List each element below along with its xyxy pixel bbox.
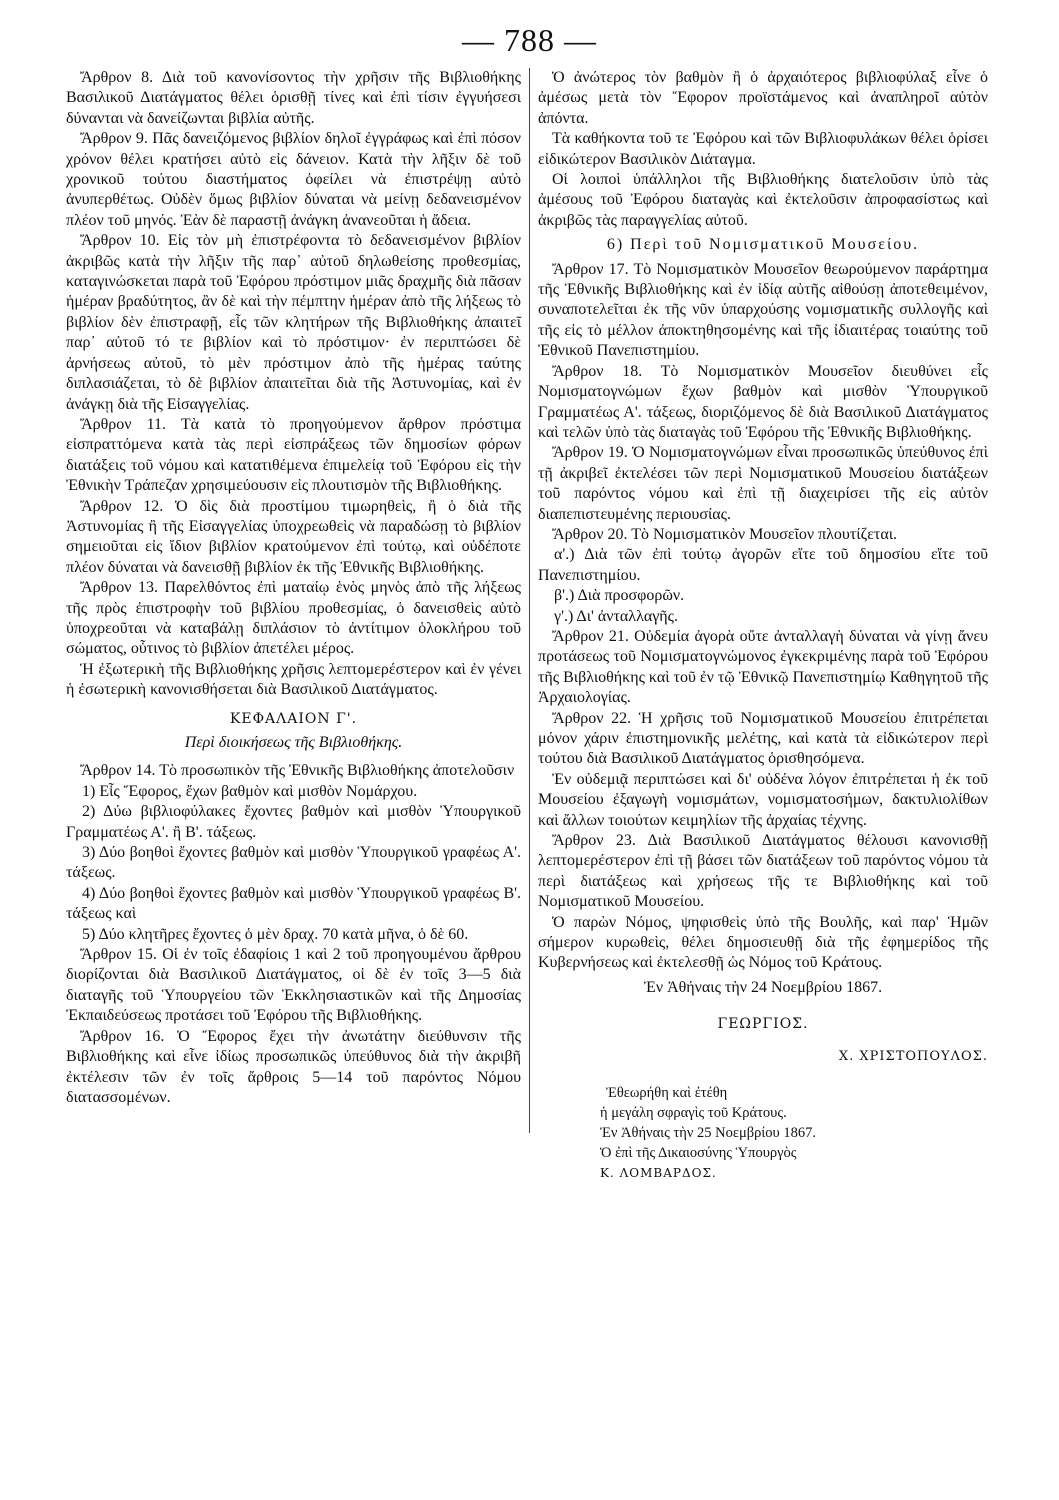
date-line: Ἐν Ἀθήναις τὴν 24 Νοεμβρίου 1867. (643, 978, 883, 996)
paragraph: Τὰ καθήκοντα τοῦ τε Ἐφόρου καὶ τῶν Βιβλιοφυλάκων θέλει ὁρίσει εἰδικώτερον Βασιλικὸν Διάταγμα. (538, 130, 988, 168)
article-10: Ἄρθρον 10. Εἰς τὸν μὴ ἐπιστρέφοντα τὸ δεδανεισμένον βιβλίον ἀκριβῶς κατὰ τὴν λῆξιν τῆς παρ᾽ αὐτοῦ δηλωθείσης προθεσμίας, καταγινώσκεται παρὰ τοῦ Ἐφόρου πρόστιμον μιᾶς δραχμῆς διὰ πᾶσαν ἡμέραν βραδύτητος, ἂν δὲ καὶ τὴν πέμπτην ἡμέραν ἀπὸ τῆς λήξεως τὸ βιβλίον δὲν ἐπιστραφῇ, εἷς τῶν κλητήρων τῆς Βιβλιοθήκης ἀπαιτεῖ παρ᾽ αὐτοῦ τό τε βιβλίον καὶ τὸ πρόστιμον· ἐν περιπτώσει δὲ ἀρνήσεως αὐτοῦ, τὸ μὲν πρόστιμον ἀπὸ τῆς ἡμέρας ταύτης διπλασιάζεται, τὸ δὲ βιβλίον ἀπαιτεῖται διὰ τῆς Ἀστυνομίας, καὶ ἐν ἀνάγκῃ διὰ τῆς Εἰσαγγελίας. (66, 232, 521, 413)
article-12: Ἄρθρον 12. Ὁ δὶς διὰ προστίμου τιμωρηθεὶς, ἢ ὁ διὰ τῆς Ἀστυνομίας ἢ τῆς Εἰσαγγελίας ὑποχρεωθεὶς νὰ παραδώσῃ τὸ βιβλίον σημειοῦται εἰς ἴδιον βιβλίον κρατούμενον ἐπὶ τούτῳ, καὶ οὐδέποτε πλέον δύναται νὰ δανεισθῇ βιβλίον ἐκ τῆς Ἐθνικῆς Βιβλιοθήκης. (66, 497, 521, 576)
staff-item: 3) Δύο βοηθοὶ ἔχοντες βαθμὸν καὶ μισθὸν Ὑπουργικοῦ γραφέως Α'. τάξεως. (66, 844, 521, 882)
article-16: Ἄρθρον 16. Ὁ Ἔφορος ἔχει τὴν ἀνωτάτην διεύθυνσιν τῆς Βιβλιοθήκης καὶ εἶνε ἰδίως προσωπικῶς ὑπεύθυνος διὰ τὴν ἀκριβῆ ἐκτέλεσιν τῶν ἐν τοῖς ἄρθροις 5—14 τοῦ παρόντος Νόμου διατασσομένων. (66, 1027, 521, 1106)
king-signature: ΓΕΩΡΓΙΟΣ. (717, 1016, 809, 1033)
article-13: Ἄρθρον 13. Παρελθόντος ἐπὶ ματαίῳ ἑνὸς μηνὸς ἀπὸ τῆς λήξεως τῆς πρὸς ἐπιστροφὴν τοῦ βιβλίου προθεσμίας, ὁ δανεισθεὶς αὐτὸ ὑποχρεοῦται νὰ καταβάλῃ διπλάσιον τὸ ἀντίτιμον ὁλοκλήρου τοῦ σώματος, οὗτινος τὸ βιβλίον ἀπετέλει μέρος. (66, 579, 521, 658)
enactment-paragraph: Ὁ παρὼν Νόμος, ψηφισθεὶς ὑπὸ τῆς Βουλῆς, καὶ παρ' Ἡμῶν σήμερον κυρωθεὶς, θέλει δημοσιευθῇ διὰ τῆς ἐφημερίδος τῆς Κυβερνήσεως καὶ ἐκτελεσθῇ ὡς Νόμος τοῦ Κράτους. (538, 913, 988, 972)
right-column (538, 68, 988, 1183)
paragraph: Ὁ ἀνώτερος τὸν βαθμὸν ἢ ὁ ἀρχαιότερος βιβλιοφύλαξ εἶνε ὁ ἀμέσως μετὰ τὸν Ἔφορον προϊστάμενος καὶ ἀναπληροῖ αὐτὸν ἀπόντα. (538, 69, 988, 127)
article-15: Ἄρθρον 15. Οἱ ἐν τοῖς ἐδαφίοις 1 καὶ 2 τοῦ προηγουμένου ἄρθρου διορίζονται διὰ Βασιλικοῦ Διατάγματος, οἱ δὲ ἐν τοῖς 3—5 διὰ διαταγῆς τοῦ Ὑπουργείου τῶν Ἐκκλησιαστικῶν καὶ τῆς Δημοσίας Ἐκπαιδεύσεως προτάσει τοῦ Ἐφόρου τῆς Βιβλιοθήκης. (66, 946, 521, 1025)
chapter-subtitle: Περὶ διοικήσεως τῆς Βιβλιοθήκης. (184, 734, 403, 751)
justice-minister-signature: Κ. ΛΟΜΒΑΡΔΟΣ. (600, 1166, 717, 1181)
seal-line: Ἐν Ἀθήναις τὴν 25 Νοεμβρίου 1867. (600, 1125, 816, 1142)
seal-line: Ἐθεωρήθη καὶ ἐτέθη (606, 1085, 728, 1102)
staff-item: 5) Δύο κλητῆρες ἔχοντες ὁ μὲν δραχ. 70 κατὰ μῆνα, ὁ δὲ 60. (82, 925, 469, 943)
article-23: Ἄρθρον 23. Διὰ Βασιλικοῦ Διατάγματος θέλουσι κανονισθῇ λεπτομερέστερον ἐπὶ τῇ βάσει τῶν διατάξεων τοῦ παρόντος νόμου τὰ περὶ διατάξεως καὶ χρήσεως τῆς τε Βιβλιοθήκης καὶ τοῦ Νομισματικοῦ Μουσείου. (538, 832, 988, 911)
article-14: Ἄρθρον 14. Τὸ προσωπικὸν τῆς Ἐθνικῆς Βιβλιοθήκης ἀποτελοῦσιν (80, 762, 515, 780)
article-19: Ἄρθρον 19. Ὁ Νομισματογνώμων εἶναι προσωπικῶς ὑπεύθυνος ἐπὶ τῇ ἀκριβεῖ ἐκτελέσει τῶν περὶ Νομισματικοῦ Μουσείου διατάξεων τοῦ παρόντος νόμου καὶ ἐπὶ τῇ διαχειρίσει τῆς εἰς αὐτὸν διαπεπιστευμένης περιουσίας. (538, 444, 988, 523)
paragraph: Ἐν οὐδεμιᾷ περιπτώσει καὶ δι' οὐδένα λόγον ἐπιτρέπεται ἡ ἐκ τοῦ Μουσείου ἐξαγωγὴ νομισμάτων, νομισματοσήμων, δακτυλιολίθων καὶ ἄλλων τοιούτων κειμηλίων τῆς ἀρχαίας τέχνης. (538, 770, 988, 829)
library-use-paragraph: Ἡ ἐξωτερικὴ τῆς Βιβλιοθήκης χρῆσις λεπτομερέστερον καὶ ἐν γένει ἡ ἐσωτερικὴ κανονισθήσεται διὰ Βασιλικοῦ Διατάγματος. (66, 660, 521, 699)
seal-block (600, 1083, 988, 1183)
article-22: Ἄρθρον 22. Ἡ χρῆσις τοῦ Νομισματικοῦ Μουσείου ἐπιτρέπεται μόνον χάριν ἐπιστημονικῆς μελέτης, καὶ κατὰ τὰ εἰδικώτερον περὶ τούτου διὰ Βασιλικοῦ Διατάγματος ὁρισθησόμενα. (538, 709, 988, 768)
column-divider (529, 68, 530, 1133)
article-21: Ἄρθρον 21. Οὐδεμία ἀγορὰ οὔτε ἀνταλλαγὴ δύναται νὰ γίνῃ ἄνευ προτάσεως τοῦ Νομισματογνώμονος ἐγκεκριμένης παρὰ τοῦ Ἐφόρου τῆς Βιβλιοθήκης καὶ τοῦ ἐν τῷ Ἐθνικῷ Πανεπιστημίῳ Καθηγητοῦ τῆς Ἀρχαιολογίας. (538, 627, 988, 707)
page-number: — 788 — (462, 22, 597, 58)
article-11: Ἄρθρον 11. Τὰ κατὰ τὸ προηγούμενον ἄρθρον πρόστιμα εἰσπραττόμενα κατὰ τὰς περὶ εἰσπράξεως τῶν δημοσίων φόρων διατάξεις τοῦ νόμου καὶ κατατιθέμενα ἐπιμελείᾳ τοῦ Ἐφόρου εἰς τὴν Ἐθνικὴν Τράπεζαν χρησιμεύουσιν εἰς πλουτισμὸν τῆς Βιβλιοθήκης. (66, 415, 521, 495)
seal-line: Ὁ ἐπὶ τῆς Δικαιοσύνης Ὑπουργὸς (600, 1145, 797, 1162)
seal-line: ἡ μεγάλη σφραγὶς τοῦ Κράτους. (600, 1105, 787, 1122)
enrichment-item: α'.) Διὰ τῶν ἐπὶ τούτῳ ἀγορῶν εἴτε τοῦ δημοσίου εἴτε τοῦ Πανεπιστημίου. (538, 546, 988, 584)
article-17: Ἄρθρον 17. Τὸ Νομισματικὸν Μουσεῖον θεωρούμενον παράρτημα τῆς Ἐθνικῆς Βιβλιοθήκης καὶ ἐν ἰδίᾳ αὐτῆς αἰθούσῃ ἀποτεθειμένον, συναποτελεῖται ἐκ τῆς νῦν ὑπαρχούσης νομισματικῆς συλλογῆς καὶ τῆς εἰς τὸ μέλλον ἀποκτηθησομένης καὶ τῆς ἰδιαιτέρας τοιαύτης τοῦ Ἐθνικοῦ Πανεπιστημίου. (538, 260, 988, 360)
paragraph: Οἱ λοιποὶ ὑπάλληλοι τῆς Βιβλιοθήκης διατελοῦσιν ὑπὸ τὰς ἀμέσους τοῦ Ἐφόρου διαταγὰς καὶ ἐκτελοῦσιν ἀπροφασίστως καὶ ἀκριβῶς τὰς παραγγελίας αὐτοῦ. (538, 171, 988, 229)
chapter-title: ΚΕΦΑΛΑΙΟΝ Γ'. (229, 710, 358, 727)
staff-item: 4) Δύο βοηθοὶ ἔχοντες βαθμὸν καὶ μισθὸν Ὑπουργικοῦ γραφέως Β'. τάξεως καὶ (66, 884, 521, 923)
left-column (66, 68, 521, 1108)
enrichment-item: γ'.) Δι' ἀνταλλαγῆς. (554, 607, 678, 625)
minister-signature: Χ. ΧΡΙΣΤΟΠΟΥΛΟΣ. (838, 1048, 988, 1064)
staff-item: 2) Δύω βιβλιοφύλακες ἔχοντες βαθμὸν καὶ μισθὸν Ὑπουργικοῦ Γραμματέως Α'. ἢ Β'. τάξεως. (66, 803, 521, 841)
section-title: 6) Περὶ τοῦ Νομισματικοῦ Μουσείου. (606, 236, 920, 254)
enrichment-item: β'.) Διὰ προσφορῶν. (554, 587, 685, 605)
article-20: Ἄρθρον 20. Τὸ Νομισματικὸν Μουσεῖον πλουτίζεται. (552, 525, 898, 543)
article-18: Ἄρθρον 18. Τὸ Νομισματικὸν Μουσεῖον διευθύνει εἷς Νομισματογνώμων ἔχων βαθμὸν καὶ μισθὸν Ὑπουργικοῦ Γραμματέως Α'. τάξεως, διοριζόμενος δὲ διὰ Βασιλικοῦ Διατάγματος καὶ τελῶν ὑπὸ τὰς διαταγὰς τοῦ Ἐφόρου τῆς Ἐθνικῆς Βιβλιοθήκης. (538, 362, 988, 441)
article-9: Ἄρθρον 9. Πᾶς δανειζόμενος βιβλίον δηλοῖ ἐγγράφως καὶ ἐπὶ πόσον χρόνον θέλει κρατήσει αὐτὸ εἰς δάνειον. Κατὰ τὴν λῆξιν δὲ τοῦ χρονικοῦ τούτου διαστήματος ὀφείλει νὰ ἐπιστρέψῃ αὐτὸ ἀνυπερθέτως. Οὐδὲν ὅμως βιβλίον δύναται νὰ μείνῃ δεδανεισμένον πλέον τοῦ μηνός. Ἐὰν δὲ παραστῇ ἀνάγκη ἀνανεοῦται ἡ ἄδεια. (66, 130, 521, 229)
staff-item: 1) Εἷς Ἔφορος, ἔχων βαθμὸν καὶ μισθὸν Νομάρχου. (82, 782, 418, 800)
article-8: Ἄρθρον 8. Διὰ τοῦ κανονίσοντος τὴν χρῆσιν τῆς Βιβλιοθήκης Βασιλικοῦ Διατάγματος θέλει ὁρισθῇ τίνες καὶ ἐπὶ τίσιν ἐγγυήσεσι δύνανται νὰ δανείζωνται βιβλία αὐτῆς. (66, 69, 521, 127)
